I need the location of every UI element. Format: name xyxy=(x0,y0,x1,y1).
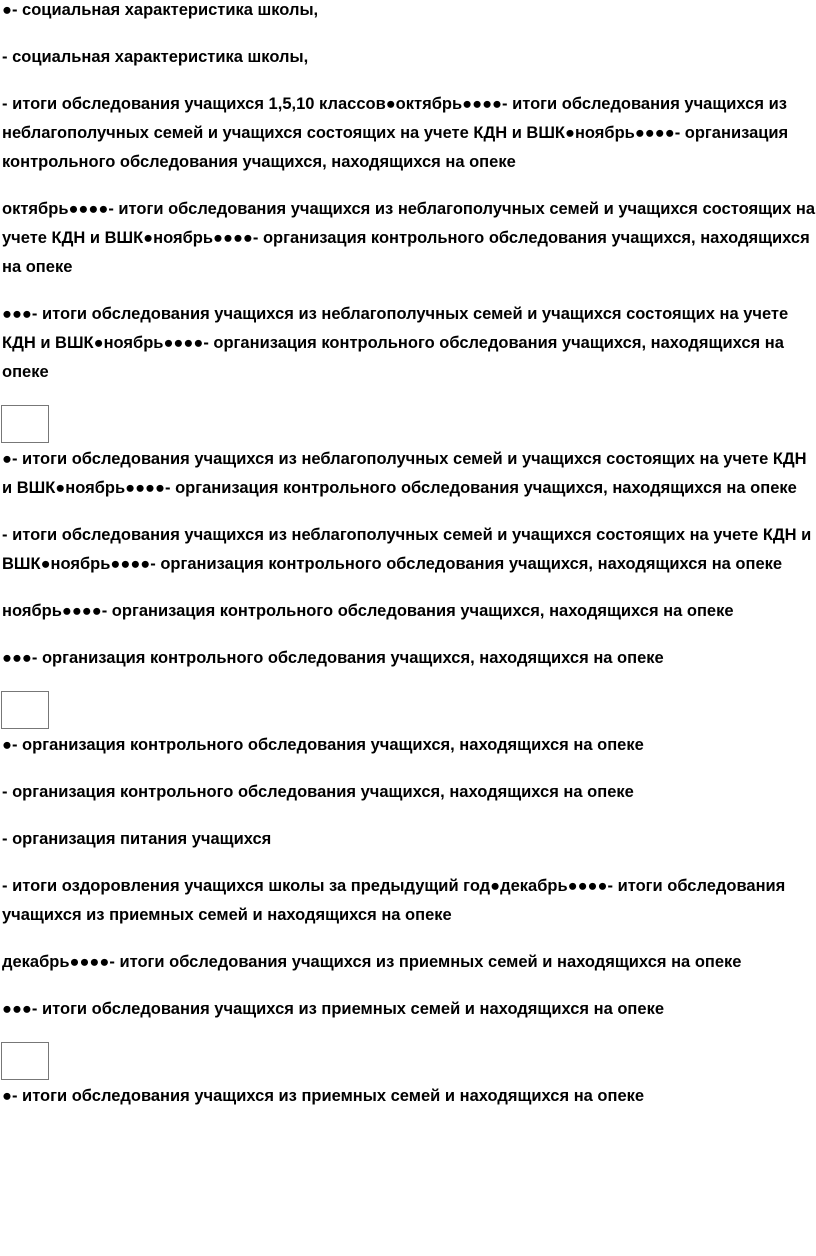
paragraph-9: ●●●- организация контрольного обследования учащихся, находящихся на опеке xyxy=(2,649,664,667)
paragraph-14: декабрь●●●●- итоги обследования учащихся из приемных семей и находящихся на опеке xyxy=(2,953,742,971)
paragraph-15: ●●●- итоги обследования учащихся из приемных семей и находящихся на опеке xyxy=(2,1000,665,1018)
paragraph-13: - итоги оздоровления учащихся школы за предыдущий год●декабрь●●●●- итоги обследования учащихся из приемных семей и находящихся на опеке xyxy=(2,877,786,924)
paragraph-7: - итоги обследования учащихся из неблагополучных семей и учащихся состоящих на учете КДН и ВШК●ноябрь●●●●- организация контрольного обследования учащихся, находящихся на опеке xyxy=(2,526,812,573)
paragraph-1: ●- социальная характеристика школы, xyxy=(2,1,319,19)
paragraph-11: - организация контрольного обследования учащихся, находящихся на опеке xyxy=(2,783,634,801)
placeholder-box-2 xyxy=(1,691,49,729)
paragraph-4: октябрь●●●●- итоги обследования учащихся из неблагополучных семей и учащихся состоящих на учете КДН и ВШК●ноябрь●●●●- организация контрольного обследования учащихся, находящихся на опеке xyxy=(2,200,816,276)
placeholder-box-3 xyxy=(1,1042,49,1080)
paragraph-3: - итоги обследования учащихся 1,5,10 классов●октябрь●●●●- итоги обследования учащихся из неблагополучных семей и учащихся состоящих на учете КДН и ВШК●ноябрь●●●●- организация контрольного обследования учащихся, находящихся на опеке xyxy=(2,95,789,171)
paragraph-2: - социальная характеристика школы, xyxy=(2,48,309,66)
paragraph-8: ноябрь●●●●- организация контрольного обследования учащихся, находящихся на опеке xyxy=(2,602,734,620)
placeholder-box-1 xyxy=(1,405,49,443)
paragraph-16: ●- итоги обследования учащихся из приемных семей и находящихся на опеке xyxy=(2,1087,645,1105)
paragraph-5: ●●●- итоги обследования учащихся из неблагополучных семей и учащихся состоящих на учете КДН и ВШК●ноябрь●●●●- организация контрольного обследования учащихся, находящихся на опеке xyxy=(2,305,789,381)
paragraph-10: ●- организация контрольного обследования учащихся, находящихся на опеке xyxy=(2,736,644,754)
paragraph-6: ●- итоги обследования учащихся из неблагополучных семей и учащихся состоящих на учете КДН и ВШК●ноябрь●●●●- организация контрольного обследования учащихся, находящихся на опеке xyxy=(2,450,807,497)
paragraph-12: - организация питания учащихся xyxy=(2,830,272,848)
